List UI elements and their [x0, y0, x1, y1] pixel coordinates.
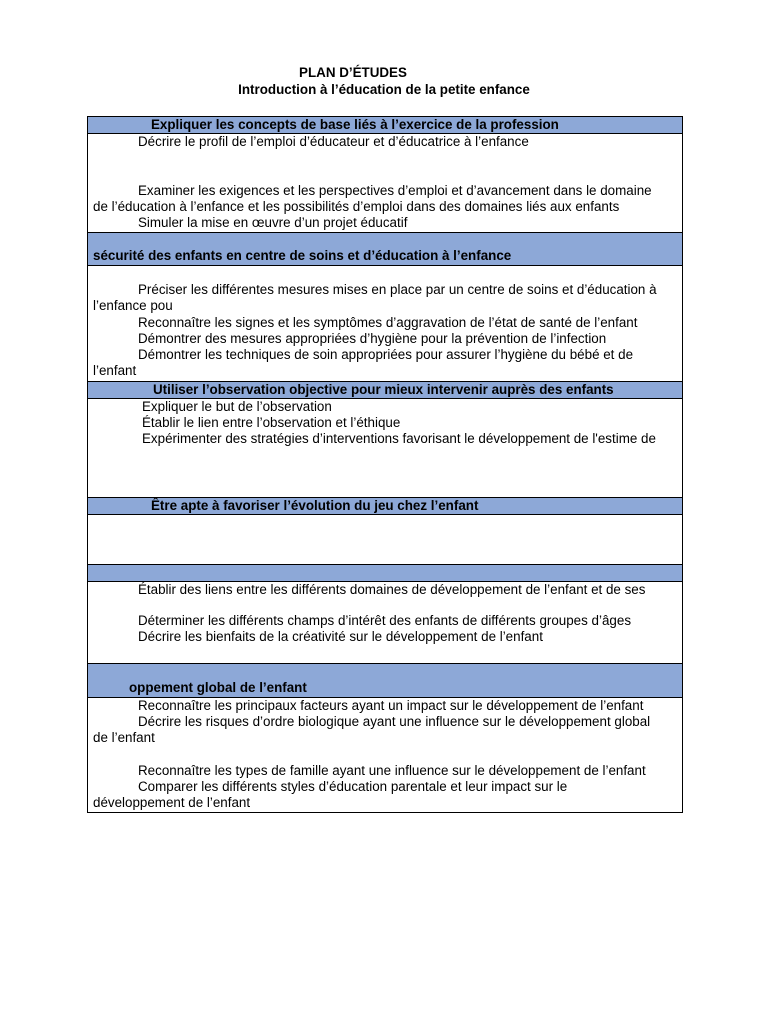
objective-line: Expliquer le but de l’observation	[142, 399, 332, 414]
section-heading-text: Utiliser l’observation objective pour mieux intervenir auprès des enfants	[153, 382, 614, 397]
section-content	[88, 134, 682, 233]
section-content	[88, 399, 682, 498]
section-heading	[88, 565, 682, 582]
objective-line: Établir des liens entre les différents domaines de développement de l’enfant et de ses	[138, 582, 646, 597]
objective-line: Décrire les bienfaits de la créativité sur le développement de l’enfant	[138, 629, 543, 644]
section-content	[88, 698, 682, 813]
section-heading	[88, 498, 682, 515]
objective-line: Démontrer les techniques de soin appropriées pour assurer l’hygiène du bébé et de	[138, 347, 634, 362]
objective-line: Simuler la mise en œuvre d’un projet éducatif	[138, 215, 408, 230]
objective-line: l’enfance pou	[93, 298, 173, 313]
objective-line: Examiner les exigences et les perspectives d’emploi et d’avancement dans le domaine	[138, 183, 652, 198]
objective-line: Comparer les différents styles d’éducation parentale et leur impact sur le	[138, 779, 568, 794]
study-plan-table	[87, 116, 683, 813]
objective-line: Expérimenter des stratégies d’interventions favorisant le développement de l'estime de	[142, 431, 656, 446]
objective-line: Établir le lien entre l’observation et l’éthique	[142, 415, 401, 430]
objective-line: de l’enfant	[93, 730, 155, 745]
section-content	[88, 266, 682, 382]
objective-line: de l’éducation à l’enfance et les possibilités d’emploi dans des domaines liés aux enfants	[93, 199, 620, 214]
objective-line: l’enfant	[93, 363, 137, 378]
section-heading	[88, 382, 682, 399]
section-heading	[88, 664, 682, 698]
document-subtitle: Introduction à l’éducation de la petite enfance	[238, 82, 530, 97]
section-heading-text: oppement global de l’enfant	[129, 680, 307, 695]
section-content	[88, 515, 682, 565]
objective-line: Préciser les différentes mesures mises en place par un centre de soins et d’éducation à	[138, 282, 657, 297]
objective-line: Décrire les risques d’ordre biologique ayant une influence sur le développement global	[138, 714, 651, 729]
section-heading-text: Être apte à favoriser l’évolution du jeu chez l’enfant	[151, 498, 479, 513]
objective-line: Reconnaître les types de famille ayant une influence sur le développement de l’enfant	[138, 763, 646, 778]
objective-line: Démontrer des mesures appropriées d’hygiène pour la prévention de l’infection	[138, 331, 607, 346]
section-content	[88, 582, 682, 664]
objective-line: Reconnaître les signes et les symptômes d’aggravation de l’état de santé de l’enfant	[138, 315, 638, 330]
objective-line: Décrire le profil de l’emploi d’éducateur et d’éducatrice à l’enfance	[138, 134, 529, 149]
objective-line: développement de l’enfant	[93, 795, 251, 810]
objective-line: Déterminer les différents champs d’intérêt des enfants de différents groupes d’âges	[138, 613, 632, 628]
objective-line: Reconnaître les principaux facteurs ayant un impact sur le développement de l’enfant	[138, 698, 644, 713]
section-heading-text: sécurité des enfants en centre de soins et d’éducation à l’enfance	[93, 248, 512, 263]
document-title: PLAN D’ÉTUDES	[299, 65, 407, 80]
section-heading	[88, 117, 682, 134]
section-heading-text: Expliquer les concepts de base liés à l’exercice de la profession	[151, 117, 559, 132]
section-heading	[88, 233, 682, 266]
